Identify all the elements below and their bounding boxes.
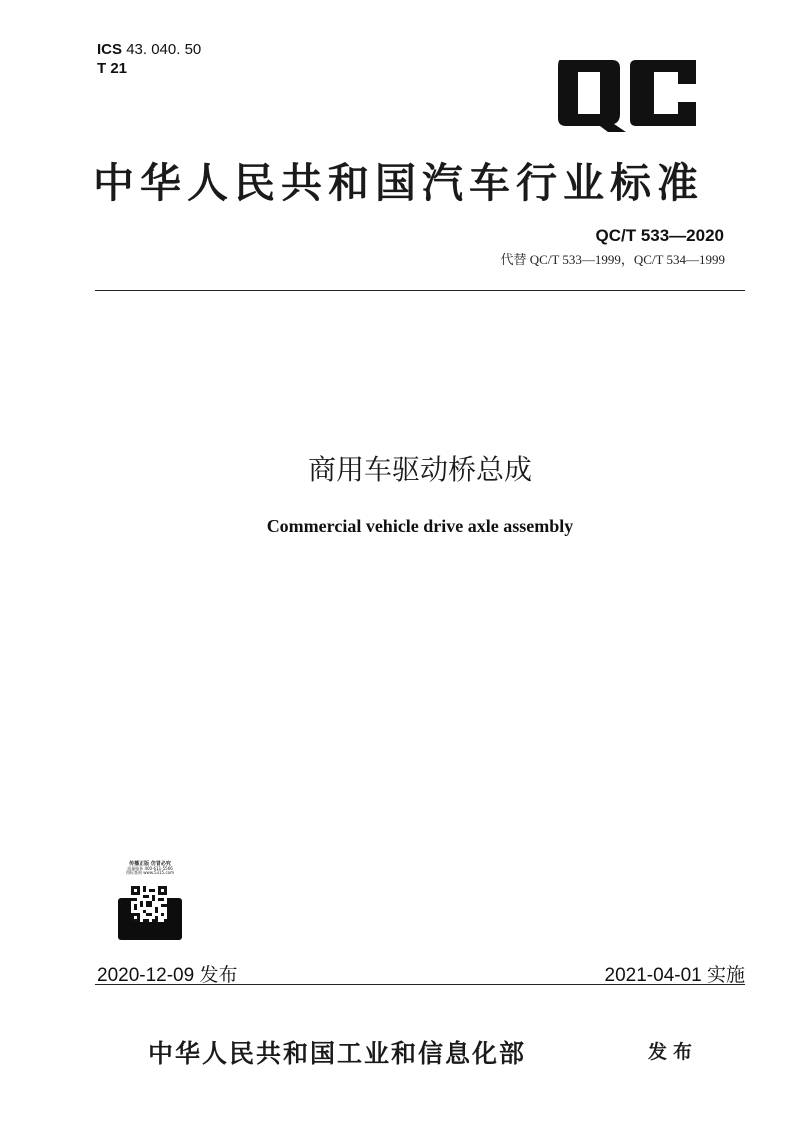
anti-counterfeit-stamp [118, 862, 182, 940]
qc-logo-text: QC [556, 58, 558, 59]
qc-logo [556, 58, 698, 132]
stamp-caption-line-3: 图标查询 www.5315.com [126, 870, 174, 876]
qr-code-icon [131, 886, 167, 922]
standard-code: QC/T 533—2020 [595, 226, 724, 245]
footer-divider [95, 984, 745, 985]
document-title-english: Commercial vehicle drive axle assembly [266, 516, 574, 536]
stamp-caption-line-2: 质量服务 400-611-5566 [127, 865, 173, 871]
qc-logo-q [558, 60, 626, 132]
stamp-caption-line-1: 传播正版 仿冒必究 [129, 861, 171, 867]
implementation-date: 2021-04-01 实施 [604, 965, 745, 986]
ics-label: ICS [97, 41, 123, 58]
ics-classification [97, 40, 201, 78]
standard-name: 中华人民共和国汽车行业标准 [93, 159, 704, 207]
ics-number: 43. 040. 50 [126, 41, 202, 58]
qc-logo-c [630, 60, 696, 126]
stamp-caption [118, 862, 182, 876]
issue-date: 2020-12-09 发布 [97, 965, 238, 986]
header-divider [95, 290, 745, 291]
classification-code: T 21 [97, 60, 128, 77]
replaces-note: 代替 QC/T 533—1999，QC/T 534—1999 [500, 252, 725, 267]
document-title-chinese: 商用车驱动桥总成 [307, 453, 532, 486]
issuing-authority: 中华人民共和国工业和信息化部 [148, 1039, 527, 1068]
issuing-authority-suffix: 发布 [648, 1041, 699, 1063]
